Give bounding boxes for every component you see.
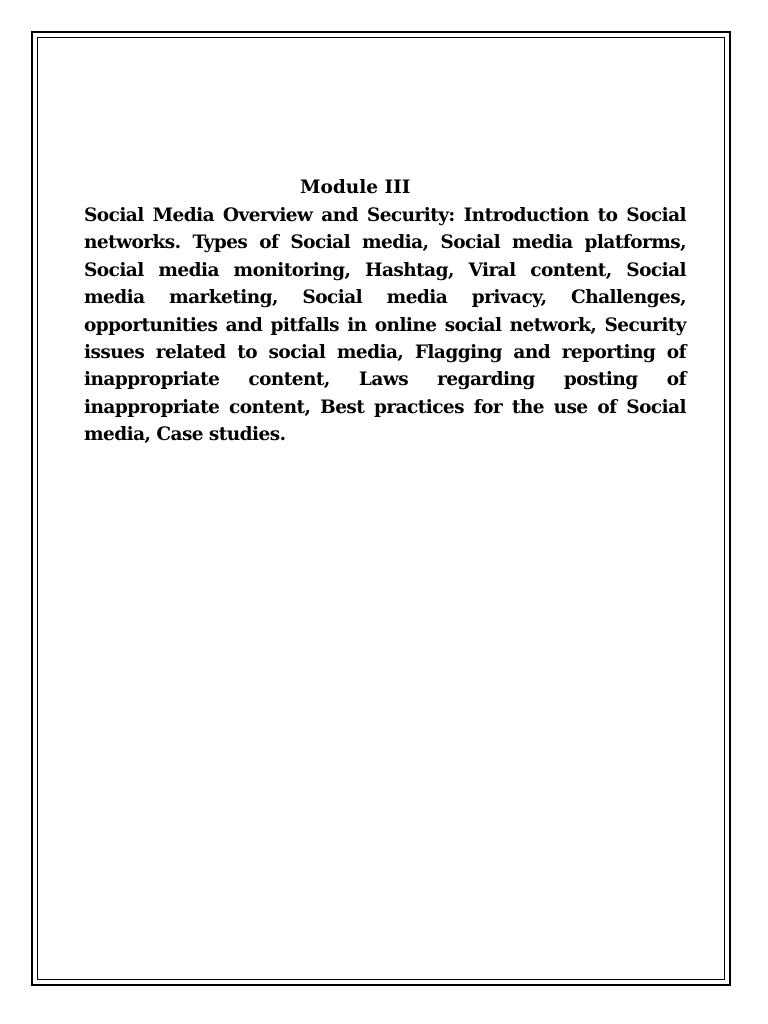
module-title: Module III [300,177,411,198]
module-content [84,174,686,449]
module-syllabus-text: Social Media Overview and Security: Introduction to Social networks. Types of Social media, Social media platforms, Social media monitoring, Hashtag, Viral content, Social media marketing, Social media privacy, Challenges, opportunities and pitfalls in online social network, Security issues related to social media, Flagging and reporting of inappropriate content, Laws regarding posting of inappropriate content, Best practices for the use of Social media, Case studies. [84,205,686,446]
